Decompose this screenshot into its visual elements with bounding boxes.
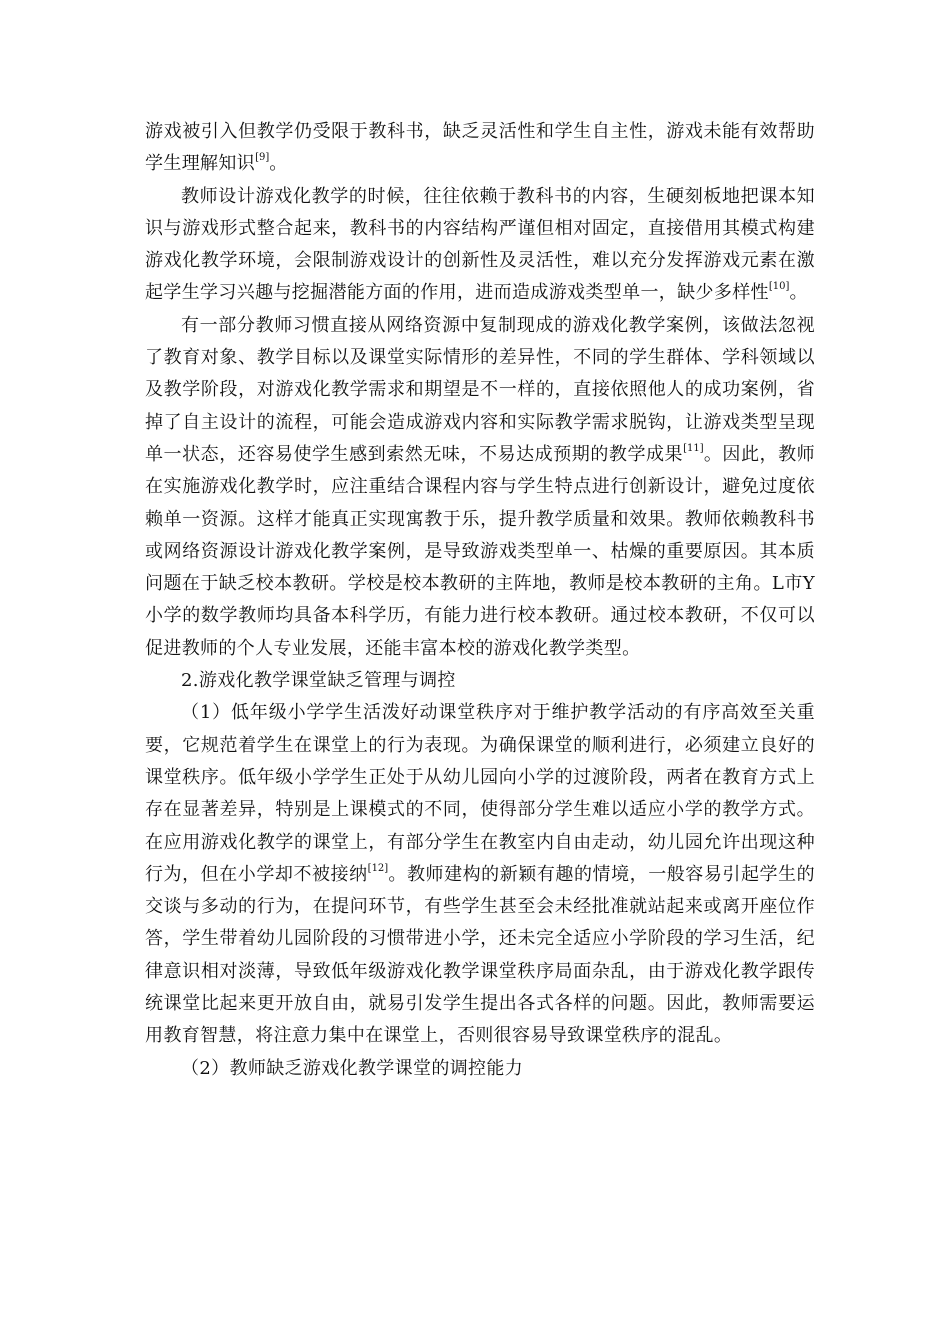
paragraph-text: 有一部分教师习惯直接从网络资源中复制现成的游戏化教学案例，该做法忽视了教育对象、教学目标以及课堂实际情形的差异性，不同的学生群体、学科领域以及教学阶段，对游戏化教学需求和期望是不一样的，直接依照他人的成功案例，省掉了自主设计的流程，可能会造成游戏内容和实际教学需求脱钩，让游戏类型呈现单一状态，还容易使学生感到索然无味，不易达成预期的教学成果 bbox=[145, 314, 815, 465]
paragraph-text: 教师设计游戏化教学的时候，往往依赖于教科书的内容，生硬刻板地把课本知识与游戏形式整合起来，教科书的内容结构严谨但相对固定，直接借用其模式构建游戏化教学环境，会限制游戏设计的创新性及灵活性，难以充分发挥游戏元素在激起学生学习兴趣与挖掘潜能方面的作用，进而造成游戏类型单一，缺少多样性 bbox=[145, 185, 815, 304]
paragraph-text: 。教师建构的新颖有趣的情境，一般容易引起学生的交谈与多动的行为，在提问环节，有些学生甚至会未经批准就站起来或离开座位作答，学生带着幼儿园阶段的习惯带进小学，还未完全适应小学阶段的学习生活，纪律意识相对淡薄，导致低年级游戏化教学课堂秩序局面杂乱，由于游戏化教学跟传统课堂比起来更开放自由，就易引发学生提出各式各样的问题。因此，教师需要运用教育智慧，将注意力集中在课堂上，否则很容易导致课堂秩序的混乱。 bbox=[145, 863, 815, 1047]
citation-ref: [9] bbox=[255, 152, 270, 164]
section-heading bbox=[145, 665, 815, 697]
paragraph-continuation bbox=[145, 116, 815, 181]
heading-text: 2.游戏化教学课堂缺乏管理与调控 bbox=[181, 670, 456, 692]
paragraph-text: （1）低年级小学学生活泼好动课堂秩序对于维护教学活动的有序高效至关重要，它规范着学生在课堂上的行为表现。为确保课堂的顺利进行，必须建立良好的课堂秩序。低年级小学学生正处于从幼儿园向小学的过渡阶段，两者在教育方式上存在显著差异，特别是上课模式的不同，使得部分学生难以适应小学的教学方式。在应用游戏化教学的课堂上，有部分学生在教室内自由走动，幼儿园允许出现这种行为，但在小学却不被接纳 bbox=[145, 702, 815, 885]
paragraph-textbook-dependence bbox=[145, 181, 815, 310]
paragraph-text: 。 bbox=[269, 153, 288, 175]
heading-text: （2）教师缺乏游戏化教学课堂的调控能力 bbox=[181, 1057, 524, 1079]
document-body bbox=[145, 116, 815, 1085]
paragraph-text: 游戏被引入但教学仍受限于教科书，缺乏灵活性和学生自主性，游戏未能有效帮助学生理解知识 bbox=[145, 121, 815, 175]
citation-ref: [10] bbox=[768, 281, 790, 293]
paragraph-text: 。 bbox=[789, 282, 808, 304]
citation-ref: [11] bbox=[683, 442, 704, 454]
paragraph-classroom-order bbox=[145, 697, 815, 1052]
paragraph-network-resources bbox=[145, 310, 815, 665]
paragraph-text: 。因此，教师在实施游戏化教学时，应注重结合课程内容与学生特点进行创新设计，避免过度依赖单一资源。这样才能真正实现寓教于乐，提升教学质量和效果。教师依赖教科书或网络资源设计游戏化教学案例，是导致游戏类型单一、枯燥的重要原因。其本质问题在于缺乏校本教研。学校是校本教研的主阵地，教师是校本教研的主角。L市Y小学的数学教师均具备本科学历，有能力进行校本教研。通过校本教研，不仅可以促进教师的个人专业发展，还能丰富本校的游戏化教学类型。 bbox=[145, 443, 815, 659]
subsection-heading bbox=[145, 1053, 815, 1085]
citation-ref: [12] bbox=[367, 862, 389, 874]
